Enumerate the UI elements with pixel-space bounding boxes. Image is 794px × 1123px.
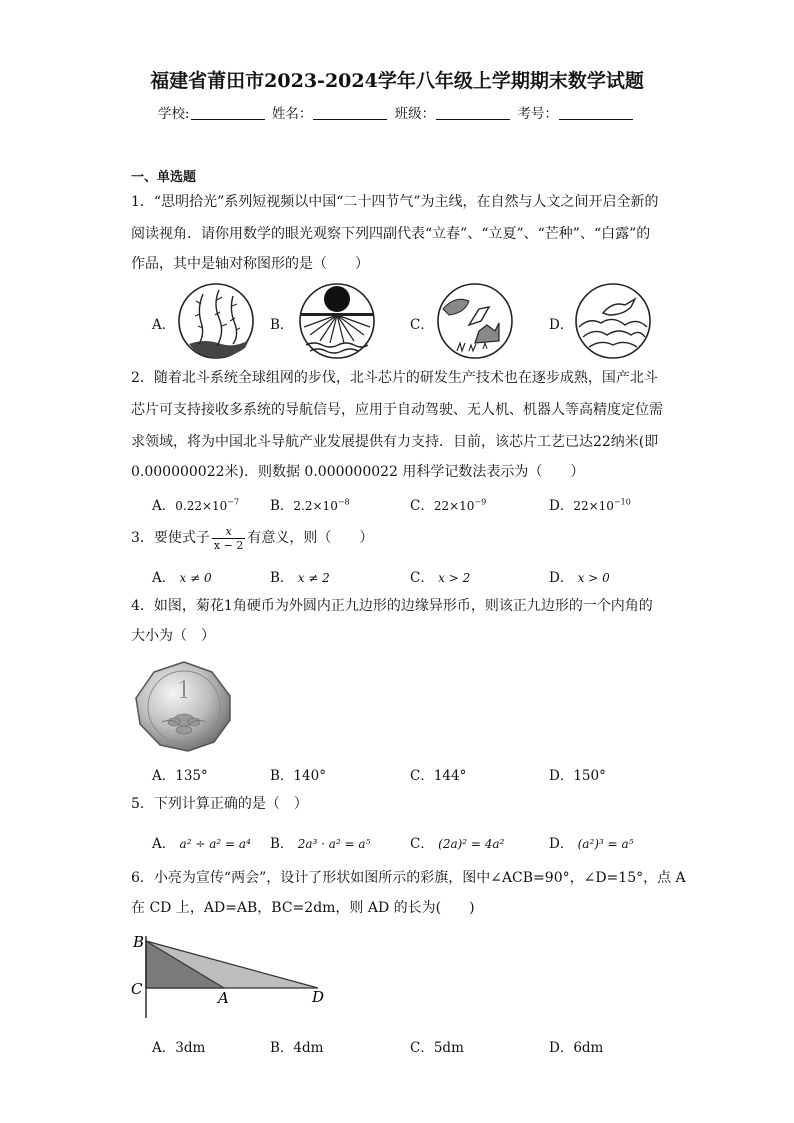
q1-option-d-image[interactable] xyxy=(573,281,653,361)
q1-option-c-label[interactable]: C． xyxy=(410,317,434,333)
q5-option-b[interactable]: B． 2a³ · a² = a⁵ xyxy=(270,836,371,852)
q1-option-d-label[interactable]: D． xyxy=(549,317,574,333)
q2-option-d[interactable]: D．$22\times 10^{-10}$ xyxy=(549,497,631,514)
q2-option-c[interactable]: C．$22\times 10^{-9}$ xyxy=(410,497,487,514)
question-6-line-1: 6．小亮为宣传“两会”，设计了形状如图所示的彩旗，图中∠ACB=90°，∠D=15°，点 A xyxy=(131,870,686,886)
q1-option-c-image[interactable] xyxy=(435,281,515,361)
label-b: B xyxy=(133,933,145,951)
q6-option-c[interactable]: C．5dm xyxy=(410,1040,464,1056)
coin-image xyxy=(132,660,236,752)
label-d: D xyxy=(312,988,325,1006)
q6-option-b[interactable]: B．4dm xyxy=(270,1040,324,1056)
q1-option-a-image[interactable] xyxy=(175,282,257,360)
student-info-row xyxy=(0,102,794,122)
q1-option-b-image[interactable] xyxy=(296,281,378,361)
fraction: $\frac{x}{x - 2}$ xyxy=(213,524,244,552)
q6-option-d[interactable]: D．6dm xyxy=(549,1040,604,1056)
q4-option-d[interactable]: D．150° xyxy=(549,768,606,784)
page-title: 福建省莆田市2023-2024学年八年级上学期期末数学试题 xyxy=(150,70,644,92)
q3-option-a[interactable]: A． x ≠ 0 xyxy=(152,570,212,586)
school-blank[interactable] xyxy=(191,107,265,120)
label-c: C xyxy=(131,980,143,998)
exam-number-blank[interactable] xyxy=(559,107,633,120)
question-5: 5．下列计算正确的是（ ） xyxy=(131,796,308,812)
question-2-line-4: 0.000000022米)．则数据 0.000000022 用科学记数法表示为（ ） xyxy=(131,464,585,480)
question-6-line-2: 在 CD 上，AD=AB，BC=2dm，则 AD 的长为( ) xyxy=(131,900,475,916)
q3-option-b[interactable]: B． x ≠ 2 xyxy=(270,570,330,586)
name-blank[interactable] xyxy=(313,107,387,120)
question-3: 3．要使式子 $\frac{x}{x - 2}$ 有意义，则（ ） xyxy=(131,524,374,552)
coin-digit: 1 xyxy=(176,676,192,704)
question-4-line-1: 4．如图，菊花1角硬币为外圆内正九边形的边缘异形币，则该正九边形的一个内角的 xyxy=(131,598,653,614)
class-label: 班级： xyxy=(394,106,436,122)
q6-option-a[interactable]: A．3dm xyxy=(152,1040,206,1056)
question-1-line-3: 作品，其中是轴对称图形的是（ ） xyxy=(131,256,369,272)
q1-option-b-label[interactable]: B． xyxy=(270,317,294,333)
q5-option-a[interactable]: A． a² ÷ a² = a⁴ xyxy=(152,836,251,852)
name-label: 姓名： xyxy=(271,106,313,122)
question-1-line-1: 1．“思明拾光”系列短视频以中国“二十四节气”为主线，在自然与人文之间开启全新的 xyxy=(131,194,659,210)
q2-option-a[interactable]: A．$0.22\times 10^{-7}$ xyxy=(152,497,240,514)
question-2-line-1: 2．随着北斗系统全球组网的步伐，北斗芯片的研发生产技术也在逐步成熟，国产北斗 xyxy=(131,370,658,386)
label-a: A xyxy=(218,989,229,1007)
q5-option-d[interactable]: D． (a²)³ = a⁵ xyxy=(549,836,634,852)
question-2-line-3: 求领域，将为中国北斗导航产业发展提供有力支持．目前，该芯片工艺已达22纳米(即 xyxy=(131,434,659,450)
school-label: 学校: xyxy=(158,106,190,122)
q2-option-b[interactable]: B．$2.2\times 10^{-8}$ xyxy=(270,497,350,514)
class-blank[interactable] xyxy=(436,107,510,120)
q3-option-c[interactable]: C． x > 2 xyxy=(410,570,471,586)
section-title: 一、单选题 xyxy=(131,170,197,185)
q5-option-c[interactable]: C． (2a)² = 4a² xyxy=(410,836,505,852)
question-1-line-2: 阅读视角．请你用数学的眼光观察下列四副代表“立春”、“立夏”、“芒种”、“白露”的 xyxy=(131,226,651,242)
q4-option-b[interactable]: B．140° xyxy=(270,768,326,784)
q3-option-d[interactable]: D． x > 0 xyxy=(549,570,610,586)
q1-option-a-label[interactable]: A． xyxy=(152,317,176,333)
q4-option-a[interactable]: A．135° xyxy=(152,768,208,784)
question-4-line-2: 大小为（ ） xyxy=(131,628,215,644)
question-2-line-2: 芯片可支持接收多系统的导航信号，应用于自动驾驶、无人机、机器人等高精度定位需 xyxy=(131,402,663,418)
exam-number-label: 考号： xyxy=(517,106,558,122)
flag-triangle-diagram xyxy=(128,928,340,1020)
q4-option-c[interactable]: C．144° xyxy=(410,768,467,784)
